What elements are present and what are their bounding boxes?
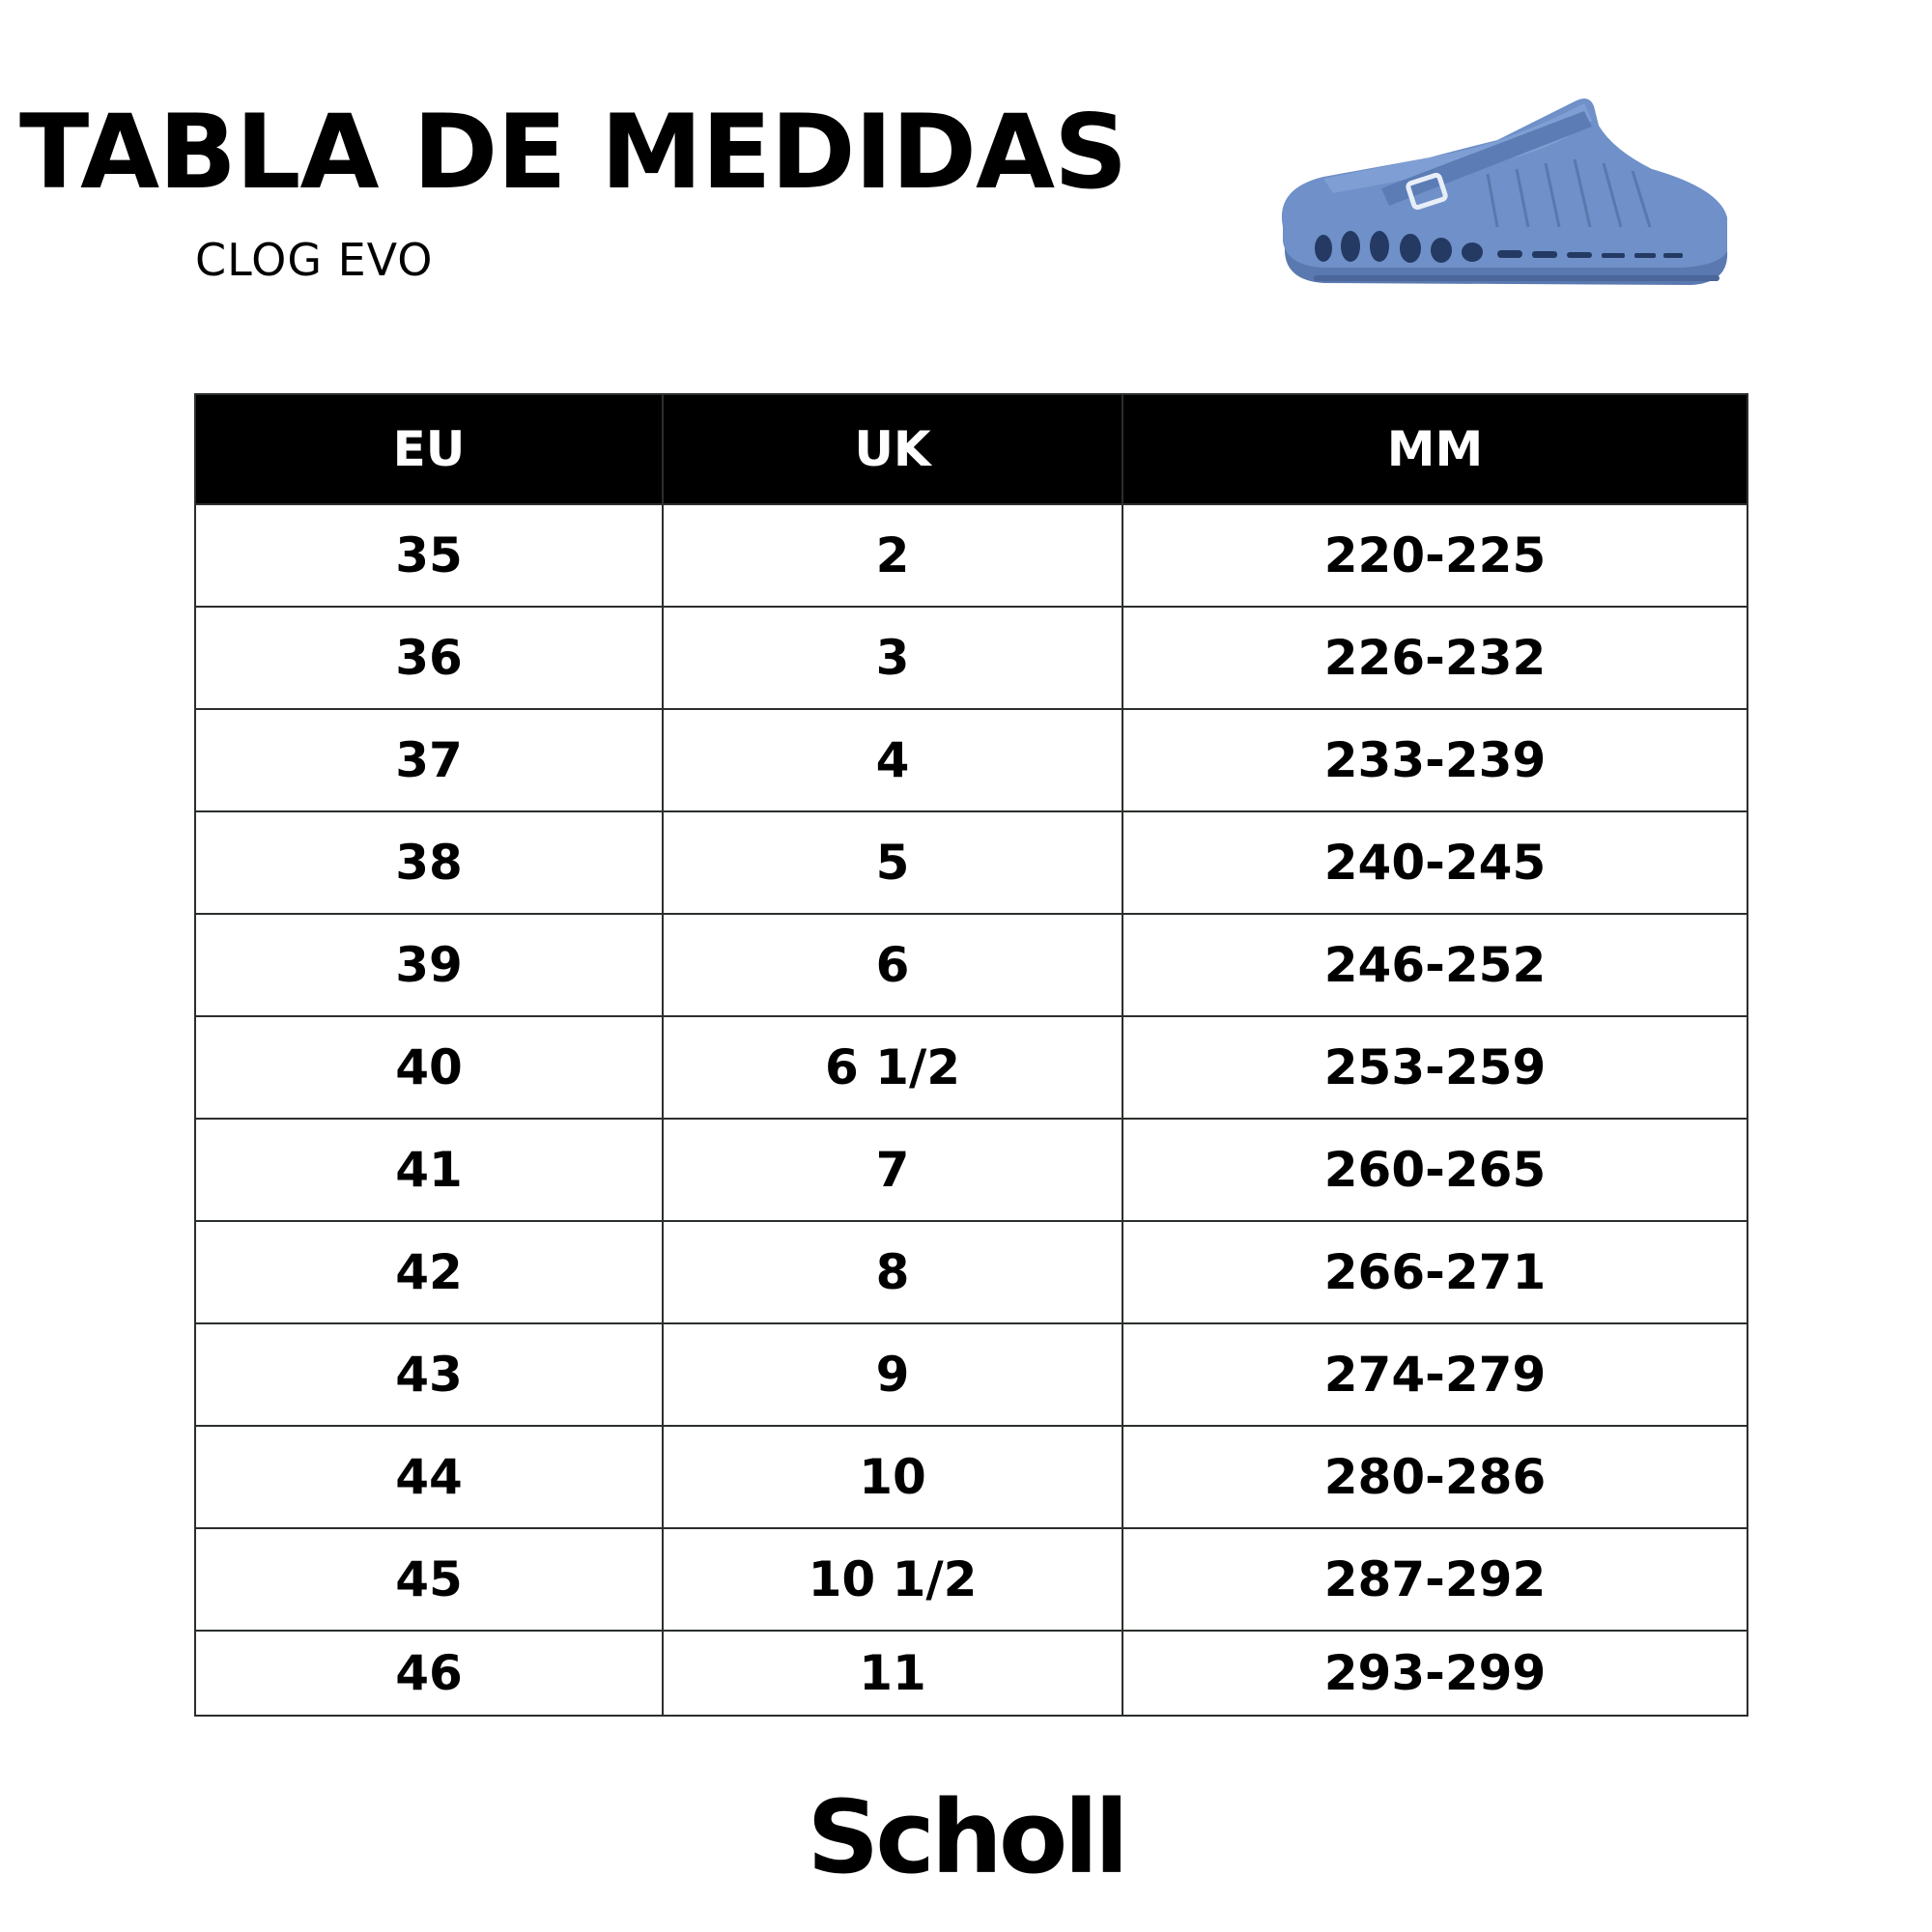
mm-length-cell: 293-299 xyxy=(1122,1631,1747,1716)
mm-length-cell: 266-271 xyxy=(1122,1221,1747,1323)
column-header-eu: EU xyxy=(195,394,663,504)
eu-size-cell: 42 xyxy=(195,1221,663,1323)
uk-size-cell: 9 xyxy=(663,1323,1122,1426)
table-header-row xyxy=(195,394,1747,504)
table-row xyxy=(195,811,1747,914)
table-row xyxy=(195,1323,1747,1426)
uk-size-cell: 4 xyxy=(663,709,1122,811)
mm-length-cell: 287-292 xyxy=(1122,1528,1747,1631)
eu-size-cell: 40 xyxy=(195,1016,663,1119)
table-row xyxy=(195,504,1747,607)
uk-size-cell: 6 xyxy=(663,914,1122,1016)
eu-size-cell: 35 xyxy=(195,504,663,607)
uk-size-cell: 8 xyxy=(663,1221,1122,1323)
mm-length-cell: 246-252 xyxy=(1122,914,1747,1016)
eu-size-cell: 45 xyxy=(195,1528,663,1631)
product-name: CLOG EVO xyxy=(195,234,434,286)
page-title: TABLA DE MEDIDAS xyxy=(19,93,1127,212)
mm-length-cell: 253-259 xyxy=(1122,1016,1747,1119)
table-row xyxy=(195,1119,1747,1221)
table-row xyxy=(195,1631,1747,1716)
table-row xyxy=(195,1426,1747,1528)
table-row xyxy=(195,1016,1747,1119)
eu-size-cell: 38 xyxy=(195,811,663,914)
mm-length-cell: 226-232 xyxy=(1122,607,1747,709)
mm-length-cell: 274-279 xyxy=(1122,1323,1747,1426)
uk-size-cell: 6 1/2 xyxy=(663,1016,1122,1119)
eu-size-cell: 39 xyxy=(195,914,663,1016)
mm-length-cell: 240-245 xyxy=(1122,811,1747,914)
uk-size-cell: 3 xyxy=(663,607,1122,709)
mm-length-cell: 233-239 xyxy=(1122,709,1747,811)
eu-size-cell: 44 xyxy=(195,1426,663,1528)
eu-size-cell: 43 xyxy=(195,1323,663,1426)
table-row xyxy=(195,914,1747,1016)
eu-size-cell: 46 xyxy=(195,1631,663,1716)
eu-size-cell: 37 xyxy=(195,709,663,811)
uk-size-cell: 10 xyxy=(663,1426,1122,1528)
eu-size-cell: 41 xyxy=(195,1119,663,1221)
table-row xyxy=(195,1221,1747,1323)
uk-size-cell: 2 xyxy=(663,504,1122,607)
column-header-uk: UK xyxy=(663,394,1122,504)
table-row xyxy=(195,709,1747,811)
clog-shoe-icon xyxy=(1265,82,1748,295)
column-header-mm: MM xyxy=(1122,394,1747,504)
size-table xyxy=(194,393,1748,1717)
uk-size-cell: 7 xyxy=(663,1119,1122,1221)
table-row xyxy=(195,607,1747,709)
table-row xyxy=(195,1528,1747,1631)
brand-logo: Scholl xyxy=(807,1778,1125,1896)
mm-length-cell: 260-265 xyxy=(1122,1119,1747,1221)
uk-size-cell: 11 xyxy=(663,1631,1122,1716)
eu-size-cell: 36 xyxy=(195,607,663,709)
mm-length-cell: 220-225 xyxy=(1122,504,1747,607)
uk-size-cell: 5 xyxy=(663,811,1122,914)
uk-size-cell: 10 1/2 xyxy=(663,1528,1122,1631)
mm-length-cell: 280-286 xyxy=(1122,1426,1747,1528)
